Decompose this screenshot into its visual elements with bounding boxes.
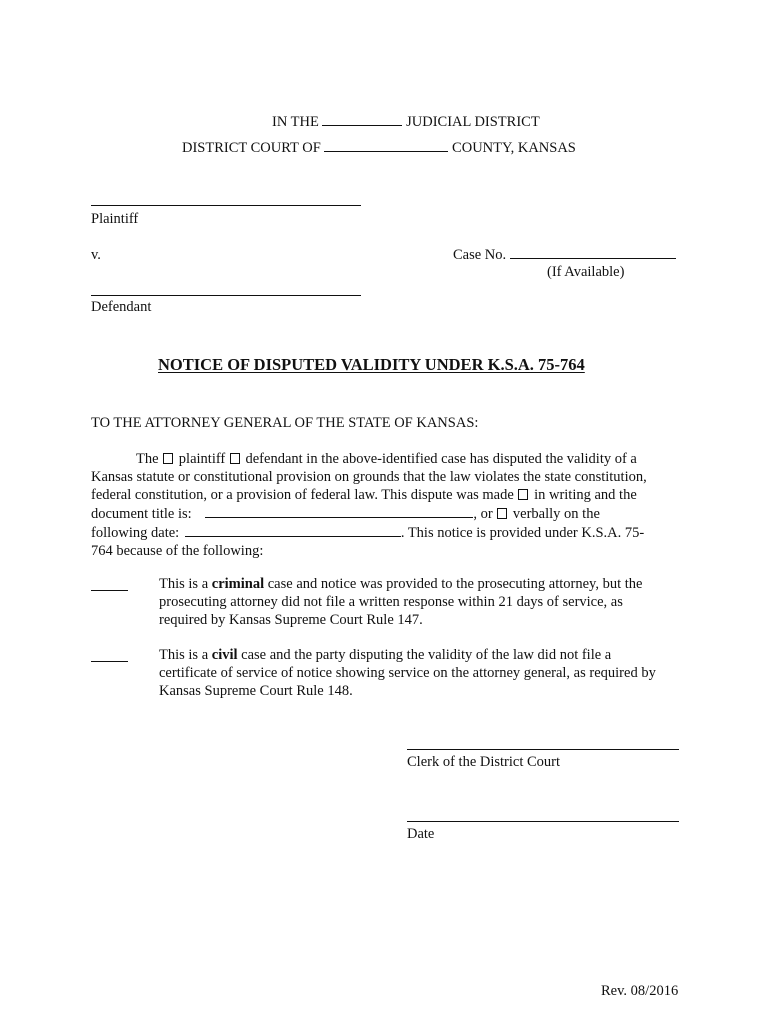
- criminal-line-2: prosecuting attorney did not file a written response within 21 days of service, as: [159, 594, 623, 610]
- document-title-label: document title is:: [91, 506, 192, 522]
- judicial-district-prefix: IN THE: [272, 114, 319, 130]
- criminal-keyword: criminal: [211, 576, 265, 592]
- body-text: This is a: [159, 647, 209, 663]
- body-line-2: Kansas statute or constitutional provision on grounds that the law violates the state constitution,: [91, 469, 647, 485]
- county-blank[interactable]: [324, 138, 448, 152]
- verbally-checkbox[interactable]: [497, 508, 507, 519]
- plaintiff-label: Plaintiff: [91, 211, 139, 227]
- county-prefix: DISTRICT COURT OF: [182, 140, 321, 156]
- defendant-checkbox[interactable]: [230, 453, 240, 464]
- body-line-3: [91, 486, 688, 504]
- document-title-blank[interactable]: [205, 504, 473, 518]
- criminal-option-blank[interactable]: [91, 577, 128, 591]
- defendant-name-line[interactable]: [91, 295, 361, 296]
- plaintiff-checkbox[interactable]: [163, 453, 173, 464]
- judicial-district-suffix: JUDICIAL DISTRICT: [406, 114, 540, 130]
- body-text: in writing and the: [534, 487, 637, 503]
- document-title: NOTICE OF DISPUTED VALIDITY UNDER K.S.A. 75-764: [158, 355, 585, 374]
- body-line-1: [91, 450, 688, 468]
- date-label: Date: [407, 826, 435, 842]
- plaintiff-name-line[interactable]: [91, 205, 361, 206]
- body-text: verbally on the: [512, 506, 600, 522]
- revision-label: Rev. 08/2016: [601, 983, 679, 999]
- case-number-blank[interactable]: [510, 245, 676, 259]
- civil-line-2: certificate of service of notice showing service on the attorney general, as required by: [159, 665, 656, 681]
- date-signature-line[interactable]: [407, 821, 679, 822]
- civil-option-text: [159, 646, 684, 700]
- body-text: , or: [473, 506, 493, 522]
- judicial-district-blank[interactable]: [322, 112, 402, 126]
- criminal-line-1: [159, 575, 684, 593]
- county-suffix: COUNTY, KANSAS: [452, 140, 576, 156]
- county-line: [182, 138, 576, 157]
- body-text: defendant in the above-identified case has disputed the validity of a: [245, 451, 637, 467]
- following-date-label: following date:: [91, 525, 180, 541]
- case-number-label: Case No.: [453, 247, 507, 263]
- body-line-5: [91, 523, 688, 542]
- body-text: This is a: [159, 576, 209, 592]
- clerk-signature-line[interactable]: [407, 749, 679, 750]
- in-writing-checkbox[interactable]: [518, 489, 528, 500]
- civil-option-blank[interactable]: [91, 648, 128, 662]
- body-text: The: [136, 451, 159, 467]
- following-date-blank[interactable]: [185, 523, 401, 537]
- criminal-line-3: required by Kansas Supreme Court Rule 147.: [159, 612, 423, 628]
- defendant-label: Defendant: [91, 299, 152, 315]
- body-paragraph: [91, 450, 688, 560]
- body-line-4: [91, 504, 688, 523]
- body-text: case and notice was provided to the prosecuting attorney, but the: [267, 576, 643, 592]
- body-line-6: 764 because of the following:: [91, 543, 264, 559]
- plaintiff-option-label: plaintiff: [178, 451, 226, 467]
- criminal-option-text: [159, 575, 684, 629]
- judicial-district-line: [272, 112, 540, 131]
- civil-line-1: [159, 646, 684, 664]
- if-available-note: (If Available): [547, 264, 625, 280]
- body-text: case and the party disputing the validity of the law did not file a: [241, 647, 612, 663]
- clerk-label: Clerk of the District Court: [407, 754, 561, 770]
- body-text: federal constitution, or a provision of federal law. This dispute was made: [91, 487, 514, 503]
- salutation: TO THE ATTORNEY GENERAL OF THE STATE OF KANSAS:: [91, 415, 479, 431]
- civil-keyword: civil: [211, 647, 238, 663]
- body-text: . This notice is provided under K.S.A. 75-: [400, 525, 645, 541]
- versus-label: v.: [91, 247, 101, 263]
- case-number-line: [453, 245, 676, 264]
- civil-line-3: Kansas Supreme Court Rule 148.: [159, 683, 353, 699]
